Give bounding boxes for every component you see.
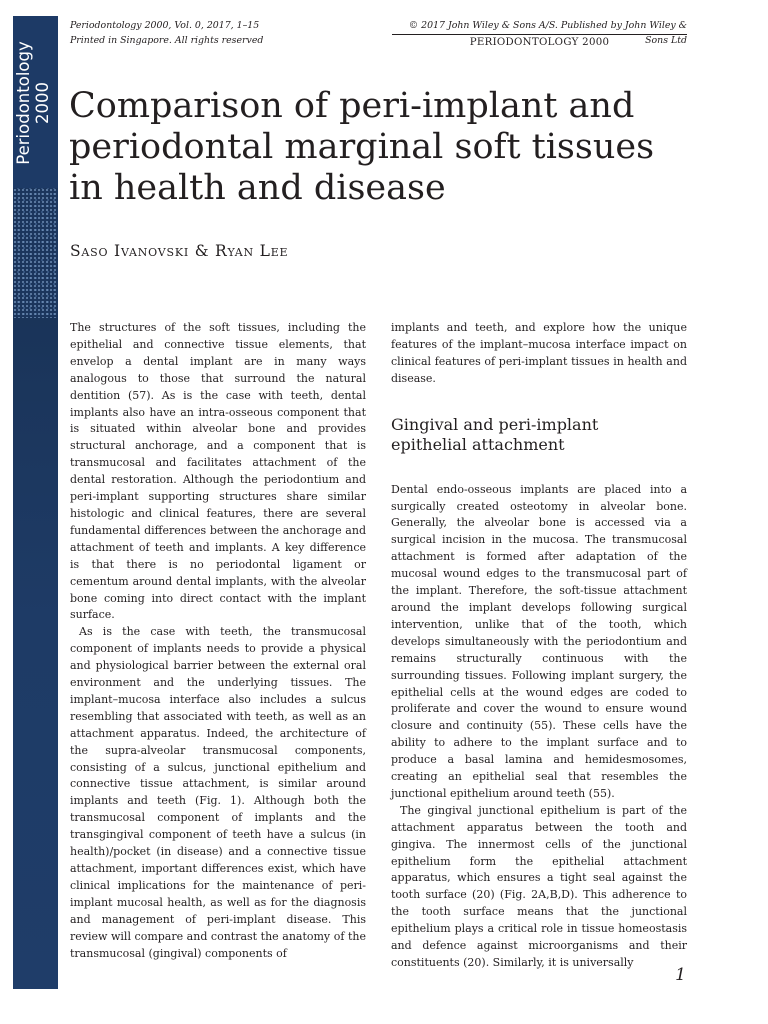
journal-band-title [14,28,58,178]
article-title-line1: Comparison of peri-implant and [69,86,635,126]
paragraph: The structures of the soft tissues, including the epithelial and connective tissue elements, that envelop a dental implant are in many ways analogous to those that surround the natural dentition (57). As is the case with teeth, dental implants also have an intra-osseous component that is situated within alveolar bone and provides structural anchorage, and a component that is transmucosal and facilitates attachment of the dental restoration. Although the periodontium and peri-implant supporting structures share similar histologic and clinical features, there are several fundamental differences between the anchorage and attachment of teeth and implants. A key difference is that there is no periodontal ligament or cementum around dental implants, with the alveolar bone coming into direct contact with the implant surface. [70,321,366,622]
printed-line: Printed in Singapore. All rights reserved [70,35,264,46]
paragraph: The gingival junctional epithelium is part of the attachment apparatus between the tooth and gingiva. The innermost cells of the junctional epithelium form the epithelial attachment apparatus, which ensures a tight seal against the tooth surface (20) (Fig. 2A,B,D). This adherence to the tooth surface means that the junctional epithelium plays a critical role in tissue homeostasis and defence against microorganisms and their constituents (20). Similarly, it is universally [391,803,687,969]
author-list: Saso Ivanovski & Ryan Lee [70,242,289,260]
section-heading [391,415,687,455]
journal-band-title-line1: Periodontology [14,41,33,165]
journal-band-title-line2: 2000 [33,82,52,124]
paragraph: As is the case with teeth, the transmucosal component of implants needs to provide a physical and physiological barrier between the external oral environment and the underlying tissues. The implant–mucosa interface also includes a sulcus resembling that associated with teeth, as well as an attachment apparatus. Indeed, the architecture of the supra-alveolar transmucosal components, consisting of a sulcus, junctional epithelium and connective tissue attachment, is similar around implants and teeth (Fig. 1). Although both the transmucosal component of implants and the transgingival component of teeth have a sulcus (in health)/pocket (in disease) and a connective tissue attachment, important differences exist, which have clinical implications for the maintenance of peri-implant mucosal health, as well as for the diagnosis and management of peri-implant disease. This review will compare and contrast the anatomy of the transmucosal (gingival) components of [70,625,366,960]
body-column-right [391,320,687,972]
article-title [69,86,709,209]
body-column-left [70,320,366,962]
running-header-left [70,18,263,48]
journal-band-lower [13,318,58,989]
section-heading-line1: Gingival and peri-implant [391,414,599,434]
article-title-line2: periodontal marginal soft tissues [69,127,655,167]
citation-line: Periodontology 2000, Vol. 0, 2017, 1–15 [70,20,260,31]
paragraph: Dental endo-osseous implants are placed into a surgically created osteotomy in alveolar bone. Generally, the alveolar bone is accessed via a surgical incision in the mucosa. The transmucosal attachment is formed after adaptation of the mucosal wound edges to the transmucosal part of the implant. Therefore, the soft-tissue attachment around the implant develops following surgical intervention, unlike that of the tooth, which develops simultaneously with the periodontium and remains structurally continuous with the surrounding tissues. Following implant surgery, the epithelial cells at the wound edges are coded to proliferate and cover the wound to ensure wound closure and continuity (55). These cells have the ability to adhere to the implant surface and to produce a basal lamina and hemidesmosomes, creating an epithelial seal that resembles the junctional epithelium around teeth (55). [391,482,687,800]
copyright-line: © 2017 John Wiley & Sons A/S. Published by John Wiley & Sons Ltd [408,20,687,46]
paragraph: implants and teeth, and explore how the unique features of the implant–mucosa interface impact on clinical features of peri-implant tissues in health and disease. [391,321,687,385]
article-title-line3: in health and disease [69,168,446,208]
page-number: 1 [675,965,686,985]
journal-name: PERIODONTOLOGY 2000 [469,37,610,48]
section-heading-line2: epithelial attachment [391,434,565,454]
journal-band-pattern [13,188,58,318]
